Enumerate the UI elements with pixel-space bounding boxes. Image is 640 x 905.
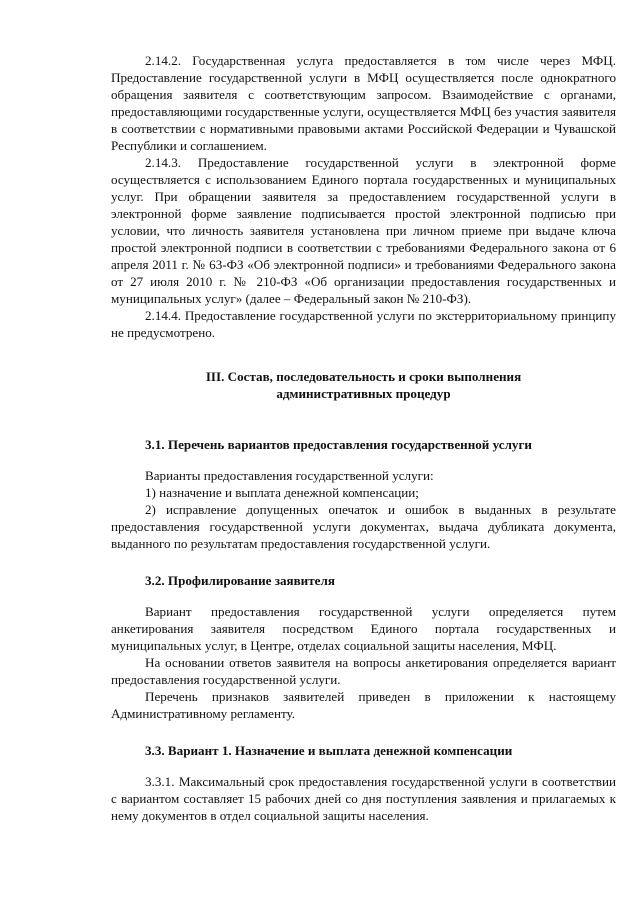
paragraph-3-3-1: 3.3.1. Максимальный срок предоставления государственной услуги в соответствии с вариантом составляет 15 рабочих дней со дня поступления заявления и прилагаемых к нему документов в отдел социальной защиты населения. — [111, 774, 616, 823]
subsection-3-2-title: 3.2. Профилирование заявителя — [145, 573, 335, 588]
section-3-title — [111, 368, 616, 402]
paragraph-2-14-2: 2.14.2. Государственная услуга предоставляется в том числе через МФЦ. Предоставление государственной услуги в МФЦ осуществляется после однократного обращения заявителя с соответствующим запросом. Взаимодействие с органами, предоставляющими государственные услуги, осуществляется МФЦ без участия заявителя в соответствии с нормативными правовыми актами Российской Федерации и Чувашской Республики и соглашением. — [111, 53, 616, 153]
section-3-title-line1: III. Состав, последовательность и сроки выполнения — [205, 369, 522, 384]
paragraph-3-1-intro: Варианты предоставления государственной услуги: — [145, 468, 434, 483]
subsection-3-1-title: 3.1. Перечень вариантов предоставления государственной услуги — [145, 437, 532, 452]
section-3-title-line2: административных процедур — [276, 386, 451, 401]
paragraph-3-2-3: Перечень признаков заявителей приведен в приложении к настоящему Административному регламенту. — [111, 689, 616, 721]
document-page — [111, 52, 616, 824]
paragraph-2-14-3: 2.14.3. Предоставление государственной услуги в электронной форме осуществляется с использованием Единого портала государственных и муниципальных услуг. При обращении заявителя за предоставлением государственной услуги в электронной форме заявление подписывается простой электронной подписью при условии, что личность заявителя установлена при личном приеме при выдаче ключа простой электронной подписи в соответствии с требованиями Федерального закона от 6 апреля 2011 г. № 63-ФЗ «Об электронной подписи» и требованиями Федерального закона от 27 июля 2010 г. № 210-ФЗ «Об организации предоставления государственных и муниципальных услуг» (далее – Федеральный закон № 210-ФЗ). — [111, 155, 616, 306]
paragraph-2-14-4: 2.14.4. Предоставление государственной услуги по экстерриториальному принципу не предусмотрено. — [111, 308, 616, 340]
list-item-variant-2: 2) исправление допущенных опечаток и ошибок в выданных в результате предоставления государственной услуги документах, выдача дубликата документа, выданного по результатам предоставления государственной услуги. — [111, 502, 616, 551]
list-item-variant-1: 1) назначение и выплата денежной компенсации; — [145, 485, 419, 500]
paragraph-3-2-2: На основании ответов заявителя на вопросы анкетирования определяется вариант предоставления государственной услуги. — [111, 655, 616, 687]
paragraph-3-2-1: Вариант предоставления государственной услуги определяется путем анкетирования заявителя посредством Единого портала государственных и муниципальных услуг, в Центре, отделах социальной защиты населения, МФЦ. — [111, 604, 616, 653]
subsection-3-3-title: 3.3. Вариант 1. Назначение и выплата денежной компенсации — [145, 743, 513, 758]
